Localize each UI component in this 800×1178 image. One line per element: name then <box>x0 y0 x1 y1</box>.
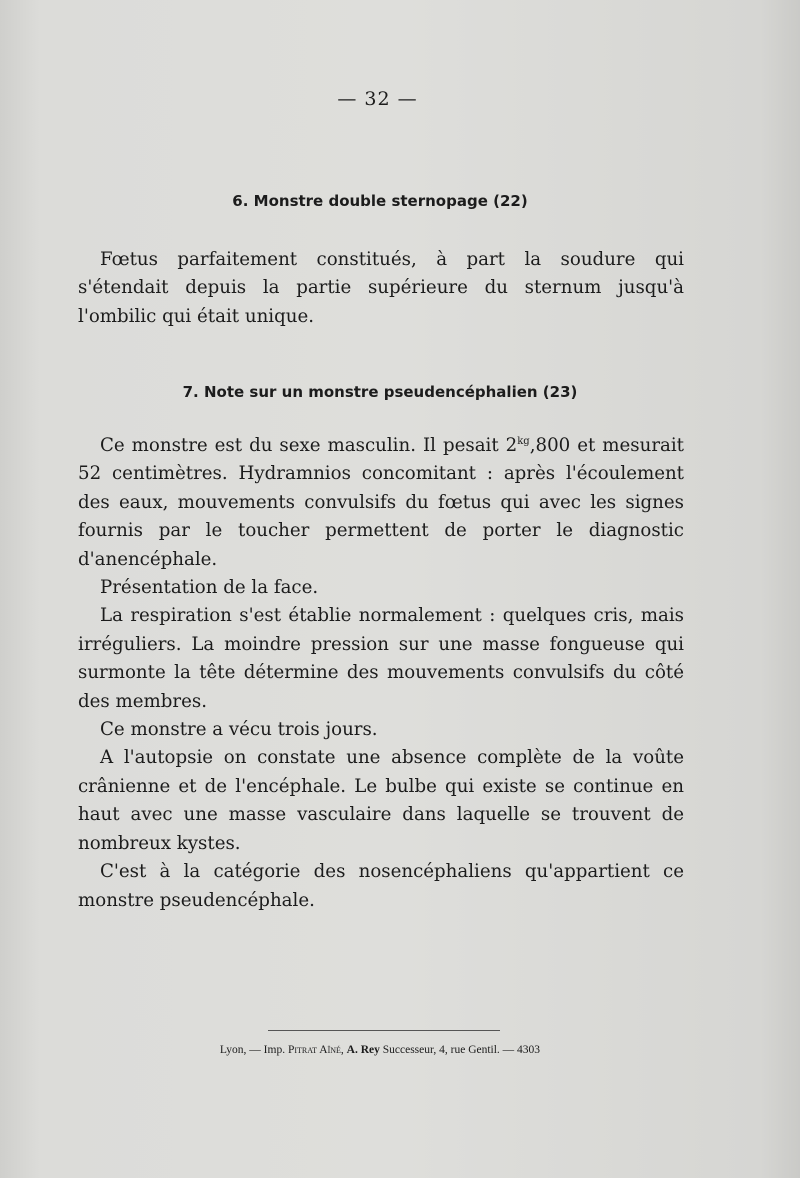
section-6-body <box>78 246 684 331</box>
weight-text-after: ,800 et mesurait 52 centimètres. Hydramnios concomitant : après l'écoulement des eaux, mouvements convulsifs du fœtus qui avec les signes fournis par le toucher permettent de porter le diagnostic d'anencéphale. <box>78 435 684 570</box>
paragraph: Ce monstre a vécu trois jours. <box>100 719 378 741</box>
footer-separator: , <box>340 1044 347 1056</box>
paragraph: A l'autopsie on constate une absence complète de la voûte crânienne et de l'encéphale. Le bulbe qui existe se continue en haut avec une masse vasculaire dans laquelle se trouvent de nombreux kystes. <box>78 747 684 854</box>
section-7-body <box>78 432 684 915</box>
weight-text-before: Ce monstre est du sexe masculin. Il pesait 2 <box>100 435 518 456</box>
section-6-heading: 6. Monstre double sternopage (22) <box>232 192 528 210</box>
paragraph: Fœtus parfaitement constitués, à part la soudure qui s'étendait depuis la partie supérieure du sternum jusqu'à l'ombilic qui était unique. <box>78 249 684 327</box>
printer-footer <box>0 1044 760 1056</box>
footer-rest: Successeur, 4, rue Gentil. — 4303 <box>379 1044 541 1056</box>
footer-printer: Pitrat Aîné <box>287 1044 341 1056</box>
paragraph: C'est à la catégorie des nosencéphaliens qu'appartient ce monstre pseudencéphale. <box>78 861 684 911</box>
weight-unit: kg <box>517 435 530 447</box>
section-7-heading: 7. Note sur un monstre pseudencéphalien (23) <box>182 383 578 401</box>
paragraph-weight <box>78 432 684 574</box>
page-number: — 32 — <box>337 88 418 110</box>
paragraph: La respiration s'est établie normalement : quelques cris, mais irréguliers. La moindre pression sur une masse fongueuse qui surmonte la tête détermine des mouvements convulsifs du côté des membres. <box>78 605 684 712</box>
footer-city: Lyon, — Imp. <box>219 1044 288 1056</box>
footer-rule <box>268 1030 500 1031</box>
footer-rey: A. Rey <box>346 1044 380 1056</box>
paragraph: Présentation de la face. <box>100 577 319 599</box>
